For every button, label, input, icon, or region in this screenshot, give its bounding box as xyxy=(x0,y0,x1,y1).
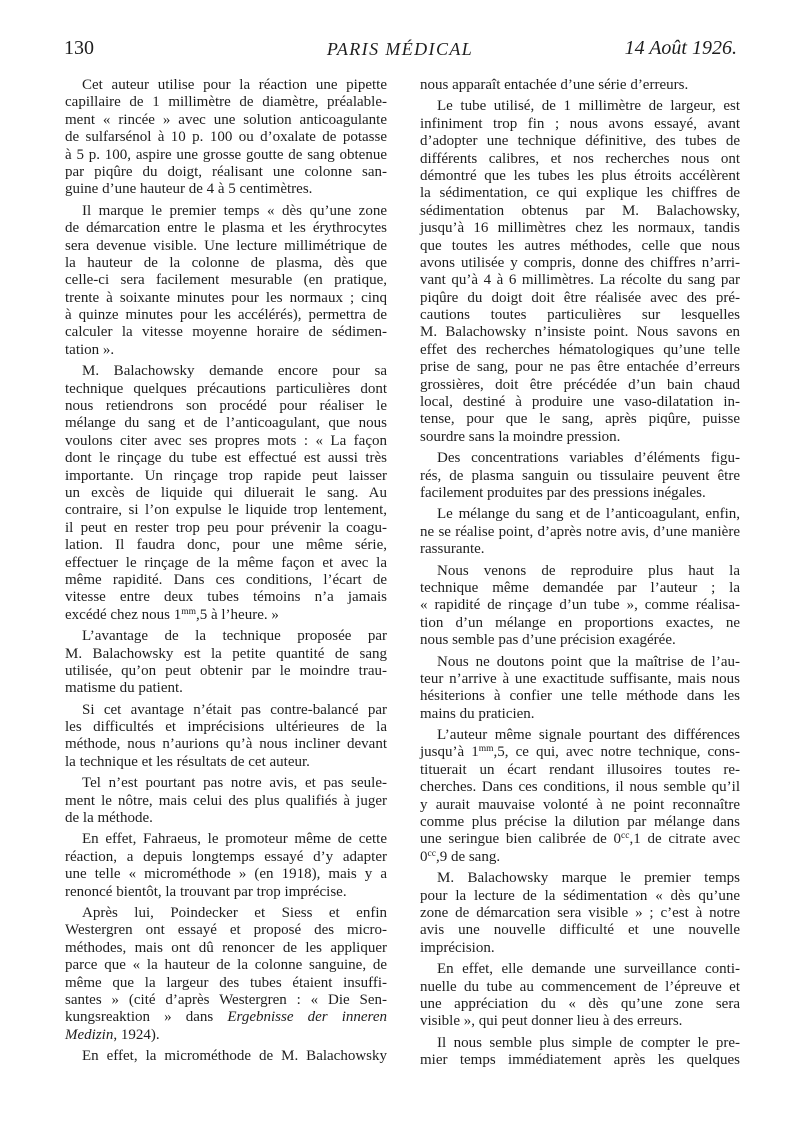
text-line: En effet, elle demande une surveillance conti- xyxy=(437,961,740,978)
text-line: imprécision. xyxy=(420,939,495,956)
text-line: infiniment trop fin ; nous avons essayé, avant xyxy=(420,115,740,132)
text-line xyxy=(65,1027,387,1044)
text-line: différents calibres, et nos recherches nous ont xyxy=(420,150,740,167)
text-segment: ,5, ce qui, avec notre technique, cons- xyxy=(493,744,740,761)
text-line: En effet, Fahraeus, le promoteur même de cette xyxy=(82,831,387,848)
text-line xyxy=(65,1009,387,1026)
text-line: une appréciation du « dès qu’une zone sera xyxy=(420,995,740,1012)
text-line: Tel n’est pourtant pas notre avis, et pas seule- xyxy=(82,775,387,792)
text-line: nous semble pas d’une précision exagérée. xyxy=(420,632,676,649)
text-line: rés, de plasma sanguin ou tissulaire peuvent être xyxy=(420,467,740,484)
text-line: Il nous semble plus simple de compter le pre- xyxy=(437,1034,740,1051)
text-line: cautions toutes particulières sur lesquelles xyxy=(420,307,740,324)
text-line: trente à soixante minutes pour les normaux ; cinq xyxy=(65,289,387,306)
paragraph xyxy=(420,654,740,724)
paragraph xyxy=(420,450,740,502)
text-line: sédimentation obtenus par M. Balachowsky, xyxy=(420,202,740,219)
text-line: importante. Un rinçage trop rapide peut laisser xyxy=(65,467,387,484)
text-line: mier temps immédiatement après les quelques xyxy=(420,1052,740,1069)
paragraph xyxy=(65,203,387,360)
text-line: effet des recherches hématologiques qu’une telle xyxy=(420,341,740,358)
issue-date: 14 Août 1926. xyxy=(624,37,737,59)
superscript-unit: cc xyxy=(621,831,630,842)
text-line: nous apparaît entachée d’une série d’erreurs. xyxy=(420,77,689,93)
text-line: à 5 p. 100, aspire une grosse goutte de sang obtenue xyxy=(65,146,387,163)
paragraph xyxy=(420,727,740,866)
text-line: M. Balachowsky n’insiste point. Nous savons en xyxy=(420,324,740,341)
text-line: sourdre sans la moindre pression. xyxy=(420,428,621,445)
text-line: guine d’une hauteur de 4 à 5 centimètres. xyxy=(65,181,313,198)
text-line: M. Balachowsky demande encore pour sa xyxy=(82,363,387,380)
text-line: local, destiné à produire une vaso-dilatation in- xyxy=(420,394,740,411)
text-line: ment le nôtre, mais celui des plus qualifiés à juger xyxy=(65,792,387,809)
text-line: hésiterions à confier une telle méthode dans les xyxy=(420,688,740,705)
paragraph xyxy=(420,1035,740,1070)
text-line: capillaire de 1 millimètre de diamètre, préalable- xyxy=(65,94,387,111)
text-line: celle-ci sera facilement mesurable (en pratique, xyxy=(65,272,387,289)
text-line: tion d’un mélange en proportions exactes, ne xyxy=(420,614,740,631)
text-line: d’adopter une technique définitive, des tubes de xyxy=(420,133,740,150)
text-segment: excédé chez nous 1 xyxy=(65,606,182,623)
text-line: réaction, a depuis longtemps essayé d’y adapter xyxy=(65,848,387,865)
text-line: L’auteur même signale pourtant des différences xyxy=(437,727,740,744)
text-segment: ,5 à l’heure. » xyxy=(195,606,279,623)
text-line: tense, pour que le sang, après piqûre, puisse xyxy=(420,411,740,428)
text-segment: kungsreaktion » dans xyxy=(65,1009,228,1026)
text-line: santes » (cité d’après Westergren : « Die Sen- xyxy=(65,991,387,1008)
paragraph xyxy=(420,961,740,1031)
journal-title: PARIS MÉDICAL xyxy=(326,39,474,59)
text-line: piqûre du doigt doit être réalisée avec des pré- xyxy=(420,289,740,306)
text-line: ne se réalise point, d’après notre avis, d’une manière xyxy=(420,523,740,540)
text-line: comme plus précise la dilution par mélange dans xyxy=(420,814,740,831)
text-line: M. Balachowsky marque le premier temps xyxy=(437,870,740,887)
text-line xyxy=(420,744,740,761)
text-segment: jusqu’à 1 xyxy=(420,744,479,761)
paragraph xyxy=(420,98,740,446)
text-line: avons utilisée y compris, donne des chiffres n’arri- xyxy=(420,254,740,271)
text-line: cherches. Dans ces conditions, il nous semble qu’il xyxy=(420,779,740,796)
text-line: dont le rinçage du tube est effectué est aussi très xyxy=(65,450,387,467)
text-line: ment « rincée » avec une solution anticoagulante xyxy=(65,111,387,128)
text-line: lation. Il faudra donc, pour une même série, xyxy=(65,537,387,554)
text-line: teur n’arrive à une exactitude suffisante, mais nous xyxy=(420,670,740,687)
text-line: tation ». xyxy=(65,341,115,358)
superscript-unit: cc xyxy=(427,848,436,859)
paragraph xyxy=(65,831,387,901)
text-line: nous retiendrons son procédé pour réaliser le xyxy=(65,398,387,415)
right-text-column xyxy=(420,77,740,1073)
text-line: « rapidité de rinçage d’un tube », comme réalisa- xyxy=(420,597,740,614)
text-line: matisme du patient. xyxy=(65,680,183,697)
text-line xyxy=(420,831,740,848)
text-line: zone de démarcation sera visible » ; c’est à notre xyxy=(420,904,740,921)
text-line: grossières, doit être précédée d’un bain chaud xyxy=(420,376,740,393)
paragraph xyxy=(420,563,740,650)
text-line: jusqu’à 16 millimètres chez les normaux, tandis xyxy=(420,220,740,237)
text-line: parce que « la hauteur de la colonne sanguine, de xyxy=(65,957,387,974)
text-line: la sédimentation, ce qui explique les chiffres de xyxy=(420,185,740,202)
text-line: un excès de liquide qui diluerait le sang. Au xyxy=(65,484,387,501)
text-line: que toutes les autres méthodes, celle que nous xyxy=(420,237,740,254)
text-line: facilement produites par des pressions inégales. xyxy=(420,484,706,501)
text-line: Nous venons de reproduire plus haut la xyxy=(437,562,740,579)
text-line: la technique et les résultats de cet auteur. xyxy=(65,753,310,770)
italic-citation: Medizin xyxy=(65,1026,114,1043)
text-line: Cet auteur utilise pour la réaction une pipette xyxy=(82,77,387,93)
text-line: par piqûre du doigt, réalisant une colonne san- xyxy=(65,163,387,180)
text-line: Il marque le premier temps « dès qu’une zone xyxy=(82,202,387,219)
text-line: de sulfarsénol à 10 p. 100 ou d’oxalate de potasse xyxy=(65,129,387,146)
text-segment: une seringue bien calibrée de 0 xyxy=(420,831,622,848)
text-segment: ,9 de sang. xyxy=(435,848,501,865)
text-line: Westergren ont essayé et proposé des micro- xyxy=(65,922,387,939)
text-line: même rapidité. Dans ces conditions, l’écart de xyxy=(65,571,387,588)
text-line: rassurante. xyxy=(420,541,485,558)
text-line: Nous ne doutons point que la maîtrise de l’au- xyxy=(437,653,740,670)
text-line: renoncé bientôt, la trouvant par trop imprécise. xyxy=(65,883,347,900)
text-line: y aurait mauvaise volonté à ne point reconnaître xyxy=(420,796,740,813)
text-line: effectuer le rinçage de la même façon et avec la xyxy=(65,554,387,571)
text-line: à quinze minutes pour les accélérés), permettra de xyxy=(65,307,387,324)
text-line: voulons citer avec ses propres mots : « La façon xyxy=(65,432,387,449)
text-line: prise de sang, pour ne pas être entachée d’erreurs xyxy=(420,359,740,376)
paragraph xyxy=(65,775,387,827)
paragraph xyxy=(65,905,387,1044)
text-line: En effet, la microméthode de M. Balachowsky xyxy=(82,1048,387,1065)
superscript-unit: mm xyxy=(181,606,196,617)
paragraph xyxy=(65,702,387,772)
text-line: même que la largeur des tubes étaient insuffi- xyxy=(65,974,387,991)
text-line: vant qu’à 4 à 6 millimètres. La récolte du sang par xyxy=(420,272,740,289)
left-text-column xyxy=(65,77,387,1069)
paragraph xyxy=(420,77,740,94)
text-line: de démarcation entre le plasma et les érythrocytes xyxy=(65,220,387,237)
text-line: les difficultés et imprécisions ultérieures de la xyxy=(65,719,387,736)
text-line: visible », qui peut donner lieu à des erreurs. xyxy=(420,1013,683,1030)
italic-citation: Ergebnisse der inneren xyxy=(227,1009,387,1026)
text-line: la hauteur de la colonne de plasma, dès que xyxy=(65,254,387,271)
text-line: avis une nouvelle difficulté et une nouvelle xyxy=(420,922,740,939)
text-line: vitesse entre deux tubes témoins n’a jamais xyxy=(65,589,387,606)
text-line: une telle « microméthode » (en 1918), mais y a xyxy=(65,866,387,883)
page-number: 130 xyxy=(64,37,94,59)
text-line: Après lui, Poindecker et Siess et enfin xyxy=(82,904,387,921)
text-line: méthode, nous n’aurions qu’à nous incliner devant xyxy=(65,736,387,753)
text-line: nuelle du tube au commencement de l’épreuve et xyxy=(420,978,740,995)
text-segment: ,1 de citrate avec xyxy=(629,831,740,848)
text-line: M. Balachowsky est la petite quantité de sang xyxy=(65,645,387,662)
text-line: technique quelques précautions particulières dont xyxy=(65,380,387,397)
text-line: mélange du sang et de l’anticoagulant, que nous xyxy=(65,415,387,432)
text-line: méthodes, mais ont dû renoncer de les appliquer xyxy=(65,939,387,956)
text-line: L’avantage de la technique proposée par xyxy=(82,628,387,645)
text-line xyxy=(420,849,740,866)
text-line: il peut en rester trop peu pour prévenir la coagu- xyxy=(65,519,387,536)
text-segment: 0 xyxy=(420,848,428,865)
text-line: pour la lecture de la sédimentation « dès qu’une xyxy=(420,887,740,904)
text-line: de la méthode. xyxy=(65,810,153,827)
text-line: sera devenue visible. Une lecture millimétrique de xyxy=(65,237,387,254)
paragraph xyxy=(65,1048,387,1065)
text-line: Si cet avantage n’était pas contre-balancé par xyxy=(82,701,387,718)
text-line: utilisée, qu’on peut obtenir par le moindre trau- xyxy=(65,662,387,679)
superscript-unit: mm xyxy=(478,744,494,755)
text-line: tituerait un écart rendant illusoires toutes re- xyxy=(420,761,740,778)
text-line xyxy=(65,607,387,624)
text-line: Le tube utilisé, de 1 millimètre de largeur, est xyxy=(437,98,740,115)
paragraph xyxy=(65,628,387,698)
text-line: Des concentrations variables d’éléments figu- xyxy=(437,450,740,467)
text-line: démontré que les tubes les plus étroits accélèrent xyxy=(420,167,740,184)
paragraph xyxy=(65,77,387,199)
paragraph xyxy=(65,363,387,624)
text-line: mains du praticien. xyxy=(420,705,535,722)
text-line: calculer la vitesse moyenne horaire de sédimen- xyxy=(65,324,387,341)
text-line: Le mélange du sang et de l’anticoagulant, enfin, xyxy=(437,506,740,523)
text-segment: , 1924). xyxy=(113,1026,160,1043)
text-line: technique même demandée par l’auteur ; la xyxy=(420,579,740,596)
text-line: contraire, si l’on expulse le liquide trop lentement, xyxy=(65,502,387,519)
paragraph xyxy=(420,506,740,558)
paragraph xyxy=(420,870,740,957)
